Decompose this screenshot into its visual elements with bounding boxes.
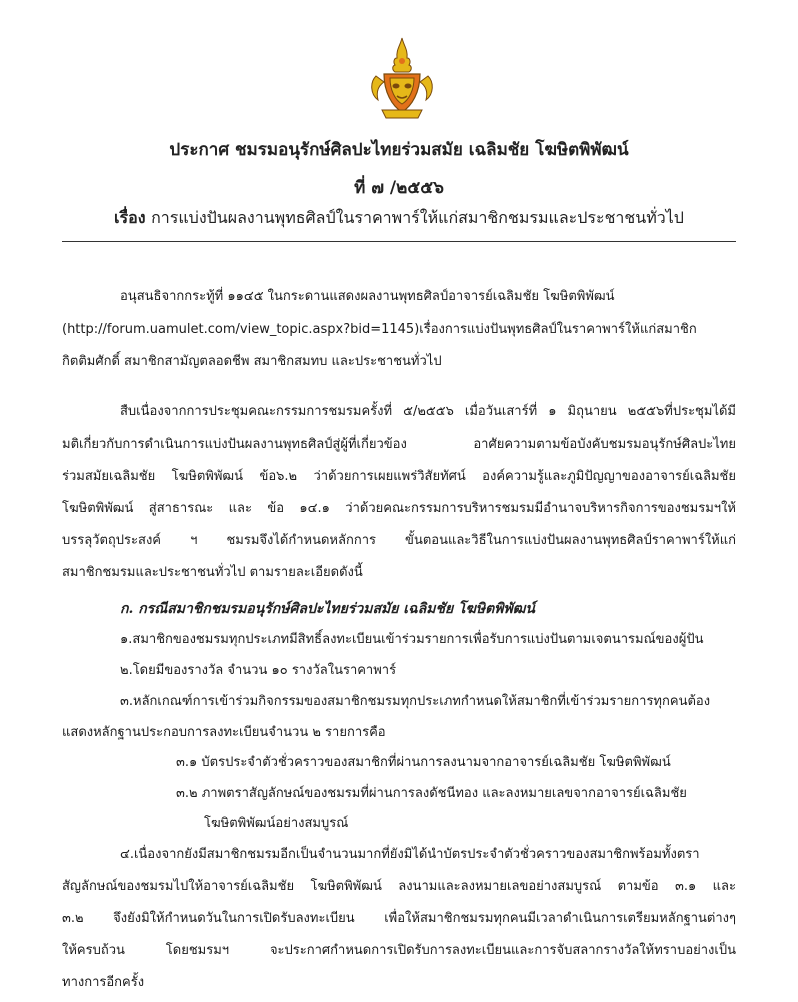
- body-line: สมาชิกชมรมและประชาชนทั่วไป ตามรายละเอียดดังนี้: [62, 565, 363, 580]
- body-line: บรรลุวัตถุประสงค์ ฯ ชมรมจึงได้กำหนดหลักการ ขั้นตอนและวิธีในการแบ่งปันผลงานพุทธศิลป์ราคาพาร์ให้แก่: [62, 533, 736, 548]
- intro-line: กิตติมศักดิ์ สมาชิกสามัญตลอดชีพ สมาชิกสมทบ และประชาชนทั่วไป: [62, 354, 442, 369]
- announcement-title: ประกาศ ชมรมอนุรักษ์ศิลปะไทยร่วมสมัย เฉลิมชัย โฆษิตพิพัฒน์: [169, 140, 629, 160]
- list-item-4-cont: ทางการอีกครั้ง: [62, 975, 145, 990]
- intro-line: (http://forum.uamulet.com/view_topic.aspx?bid=1145)เรื่องการแบ่งปันพุทธศิลป์ในราคาพาร์ให้แก่สมาชิก: [62, 322, 697, 337]
- list-item-4-cont: ให้ครบถ้วน โดยชมรมฯ จะประกาศกำหนดการเปิดรับการลงทะเบียนและการจับสลากรางวัลให้ทราบอย่างเป็น: [62, 943, 736, 958]
- body-line: สืบเนื่องจากการประชุมคณะกรรมการชมรมครั้งที่ ๕/๒๕๕๖ เมื่อวันเสาร์ที่ ๑ มิถุนายน ๒๕๕๖ที่ประชุมได้มี: [120, 404, 736, 419]
- list-item-3-cont: แสดงหลักฐานประกอบการลงทะเบียนจำนวน ๒ รายการคือ: [62, 725, 386, 740]
- intro-line: อนุสนธิจากกระทู้ที่ ๑๑๔๕ ในกระดานแสดงผลงานพุทธศิลป์อาจารย์เฉลิมชัย โฆษิตพิพัฒน์: [120, 289, 615, 304]
- subject-text: การแบ่งปันผลงานพุทธศิลป์ในราคาพาร์ให้แก่สมาชิกชมรมและประชาชนทั่วไป: [151, 208, 684, 227]
- list-item-3: ๓.หลักเกณฑ์การเข้าร่วมกิจกรรมของสมาชิกชมรมทุกประเภทกำหนดให้สมาชิกที่เข้าร่วมรายการทุกคนต้อง: [120, 694, 711, 709]
- sub-item-3-1: ๓.๑ บัตรประจำตัวชั่วคราวของสมาชิกที่ผ่านการลงนามจากอาจารย์เฉลิมชัย โฆษิตพิพัฒน์: [176, 755, 671, 770]
- body-line: ร่วมสมัยเฉลิมชัย โฆษิตพิพัฒน์ ข้อ๖.๒ ว่าด้วยการเผยแพร่วิสัยทัศน์ องค์ความรู้และภูมิปัญญาของอาจารย์เฉลิมชัย: [62, 469, 736, 484]
- list-item-4-cont: สัญลักษณ์ของชมรมไปให้อาจารย์เฉลิมชัย โฆษิตพิพัฒน์ ลงนามและลงหมายเลขอย่างสมบูรณ์ ตามข้อ ๓.๑ และ: [62, 879, 736, 894]
- section-a-heading: ก. กรณีสมาชิกชมรมอนุรักษ์ศิลปะไทยร่วมสมัย เฉลิมชัย โฆษิตพิพัฒน์: [120, 601, 535, 617]
- body-line: โฆษิตพิพัฒน์ สู่สาธารณะ และ ข้อ ๑๔.๑ ว่าด้วยคณะกรรมการบริหารชมรมมีอำนาจบริหารกิจการของชมรมฯให้: [62, 501, 736, 516]
- list-item-1: ๑.สมาชิกของชมรมทุกประเภทมีสิทธิ์ลงทะเบียนเข้าร่วมรายการเพื่อรับการแบ่งปันตามเจตนารมณ์ของผู้ปัน: [120, 632, 704, 647]
- list-item-2: ๒.โดยมีของรางวัล จำนวน ๑๐ รางวัลในราคาพาร์: [120, 663, 397, 678]
- announcement-number: ที่ ๗ /๒๕๕๖: [354, 178, 444, 198]
- subject-label: เรื่อง: [114, 208, 146, 227]
- body-line: มติเกี่ยวกับการดำเนินการแบ่งปันผลงานพุทธศิลป์สู่ผู้ที่เกี่ยวข้อง อาศัยความตามข้อบังคับชมรมอนุรักษ์ศิลปะไทย: [62, 437, 736, 452]
- header-divider: [62, 241, 736, 242]
- sub-item-3-2: ๓.๒ ภาพตราสัญลักษณ์ของชมรมที่ผ่านการลงดัชนีทอง และลงหมายเลขจากอาจารย์เฉลิมชัย: [176, 786, 687, 801]
- list-item-4-cont: ๓.๒ จึงยังมิให้กำหนดวันในการเปิดรับลงทะเบียน เพื่อให้สมาชิกชมรมทุกคนมีเวลาดำเนินการเตรียมหลักฐานต่างๆ: [62, 911, 736, 926]
- sub-item-3-2-cont: โฆษิตพิพัฒน์อย่างสมบูรณ์: [204, 816, 349, 831]
- list-item-4: ๔.เนื่องจากยังมีสมาชิกชมรมอีกเป็นจำนวนมากที่ยังมิได้นำบัตรประจำตัวชั่วคราวของสมาชิกพร้อมทั้งตรา: [120, 847, 700, 862]
- organization-emblem-icon: [366, 36, 438, 120]
- announcement-subject: [0, 206, 798, 231]
